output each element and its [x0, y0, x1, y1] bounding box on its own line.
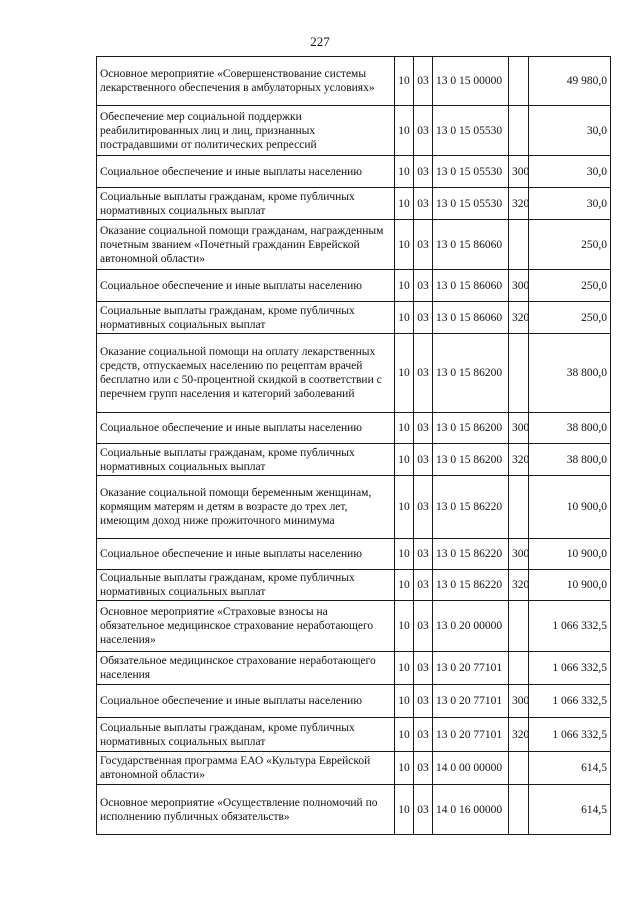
row-amount: 10 900,0 [529, 570, 611, 601]
row-amount: 30,0 [529, 188, 611, 220]
row-name: Обеспечение мер социальной поддержки реабилитированных лиц и лиц, признанных пострадавшими от политических репрессий [97, 106, 395, 156]
table-row [97, 785, 611, 835]
row-expense-type: 300 [509, 270, 529, 302]
row-expense-type [509, 476, 529, 539]
row-section: 10 [395, 539, 414, 570]
table-row [97, 752, 611, 785]
row-subsection: 03 [414, 718, 433, 752]
row-target-code: 13 0 15 86060 [433, 270, 509, 302]
row-section: 10 [395, 156, 414, 188]
row-name: Социальные выплаты гражданам, кроме публичных нормативных социальных выплат [97, 570, 395, 601]
row-expense-type: 320 [509, 570, 529, 601]
row-target-code: 14 0 16 00000 [433, 785, 509, 835]
row-section: 10 [395, 685, 414, 718]
row-expense-type: 300 [509, 539, 529, 570]
row-subsection: 03 [414, 334, 433, 413]
row-target-code: 13 0 20 77101 [433, 652, 509, 685]
page-number: 227 [310, 34, 330, 49]
row-section: 10 [395, 601, 414, 652]
row-subsection: 03 [414, 570, 433, 601]
row-target-code: 13 0 20 00000 [433, 601, 509, 652]
row-amount: 30,0 [529, 156, 611, 188]
row-expense-type [509, 752, 529, 785]
row-expense-type: 320 [509, 444, 529, 476]
row-target-code: 13 0 15 05530 [433, 106, 509, 156]
table-row [97, 334, 611, 413]
row-subsection: 03 [414, 785, 433, 835]
row-section: 10 [395, 302, 414, 334]
row-expense-type [509, 220, 529, 270]
row-target-code: 13 0 15 86200 [433, 444, 509, 476]
row-expense-type [509, 57, 529, 106]
row-expense-type: 320 [509, 188, 529, 220]
row-target-code: 13 0 15 86060 [433, 220, 509, 270]
row-expense-type: 300 [509, 156, 529, 188]
row-target-code: 13 0 15 86200 [433, 334, 509, 413]
table-row [97, 57, 611, 106]
row-name: Социальное обеспечение и иные выплаты населению [97, 685, 395, 718]
row-subsection: 03 [414, 270, 433, 302]
table-row [97, 413, 611, 444]
row-section: 10 [395, 444, 414, 476]
table-row [97, 156, 611, 188]
row-section: 10 [395, 188, 414, 220]
row-amount: 250,0 [529, 220, 611, 270]
row-name: Основное мероприятие «Совершенствование системы лекарственного обеспечения в амбулаторных условиях» [97, 57, 395, 106]
row-amount: 1 066 332,5 [529, 652, 611, 685]
row-target-code: 13 0 20 77101 [433, 718, 509, 752]
row-subsection: 03 [414, 539, 433, 570]
row-name: Оказание социальной помощи беременным женщинам, кормящим матерям и детям в возрасте до трех лет, имеющим доход ниже прожиточного минимума [97, 476, 395, 539]
row-expense-type [509, 334, 529, 413]
table-row [97, 444, 611, 476]
table-row [97, 718, 611, 752]
row-target-code: 13 0 15 05530 [433, 188, 509, 220]
table-row [97, 570, 611, 601]
row-name: Социальное обеспечение и иные выплаты населению [97, 539, 395, 570]
table-row [97, 188, 611, 220]
row-subsection: 03 [414, 413, 433, 444]
row-name: Социальное обеспечение и иные выплаты населению [97, 413, 395, 444]
row-subsection: 03 [414, 685, 433, 718]
row-name: Социальные выплаты гражданам, кроме публичных нормативных социальных выплат [97, 302, 395, 334]
row-section: 10 [395, 220, 414, 270]
row-name: Обязательное медицинское страхование неработающего населения [97, 652, 395, 685]
row-amount: 38 800,0 [529, 444, 611, 476]
table-row [97, 106, 611, 156]
row-section: 10 [395, 718, 414, 752]
row-subsection: 03 [414, 156, 433, 188]
table-row [97, 539, 611, 570]
row-target-code: 13 0 15 86220 [433, 539, 509, 570]
row-name: Социальное обеспечение и иные выплаты населению [97, 156, 395, 188]
row-target-code: 13 0 15 86220 [433, 476, 509, 539]
table-row [97, 220, 611, 270]
row-subsection: 03 [414, 601, 433, 652]
row-amount: 250,0 [529, 270, 611, 302]
row-amount: 614,5 [529, 752, 611, 785]
table-row [97, 270, 611, 302]
row-amount: 49 980,0 [529, 57, 611, 106]
row-subsection: 03 [414, 652, 433, 685]
row-subsection: 03 [414, 302, 433, 334]
row-subsection: 03 [414, 106, 433, 156]
row-amount: 10 900,0 [529, 476, 611, 539]
row-name: Основное мероприятие «Осуществление полномочий по исполнению публичных обязательств» [97, 785, 395, 835]
row-expense-type: 300 [509, 685, 529, 718]
row-name: Государственная программа ЕАО «Культура Еврейской автономной области» [97, 752, 395, 785]
row-expense-type [509, 601, 529, 652]
row-expense-type: 300 [509, 413, 529, 444]
row-target-code: 13 0 15 05530 [433, 156, 509, 188]
row-amount: 1 066 332,5 [529, 601, 611, 652]
row-amount: 250,0 [529, 302, 611, 334]
row-section: 10 [395, 413, 414, 444]
row-expense-type [509, 652, 529, 685]
table-row [97, 652, 611, 685]
table-row [97, 685, 611, 718]
row-subsection: 03 [414, 444, 433, 476]
row-name: Оказание социальной помощи гражданам, награжденным почетным званием «Почетный гражданин Еврейской автономной области» [97, 220, 395, 270]
row-name: Социальное обеспечение и иные выплаты населению [97, 270, 395, 302]
row-target-code: 13 0 15 86060 [433, 302, 509, 334]
row-amount: 1 066 332,5 [529, 718, 611, 752]
row-target-code: 13 0 15 86200 [433, 413, 509, 444]
row-section: 10 [395, 652, 414, 685]
row-subsection: 03 [414, 188, 433, 220]
table-row [97, 302, 611, 334]
row-name: Социальные выплаты гражданам, кроме публичных нормативных социальных выплат [97, 444, 395, 476]
row-section: 10 [395, 57, 414, 106]
row-section: 10 [395, 476, 414, 539]
row-amount: 30,0 [529, 106, 611, 156]
table-row [97, 601, 611, 652]
row-section: 10 [395, 752, 414, 785]
row-amount: 38 800,0 [529, 413, 611, 444]
budget-table [96, 56, 611, 835]
row-section: 10 [395, 334, 414, 413]
row-subsection: 03 [414, 752, 433, 785]
row-target-code: 14 0 00 00000 [433, 752, 509, 785]
row-name: Социальные выплаты гражданам, кроме публичных нормативных социальных выплат [97, 718, 395, 752]
row-section: 10 [395, 570, 414, 601]
row-subsection: 03 [414, 476, 433, 539]
row-section: 10 [395, 270, 414, 302]
row-amount: 614,5 [529, 785, 611, 835]
row-expense-type [509, 785, 529, 835]
row-name: Оказание социальной помощи на оплату лекарственных средств, отпускаемых населению по рецептам врачей бесплатно или с 50-процентной скидкой в соответствии с перечнем групп населения и категорий заболеваний [97, 334, 395, 413]
table-row [97, 476, 611, 539]
row-amount: 1 066 332,5 [529, 685, 611, 718]
row-name: Социальные выплаты гражданам, кроме публичных нормативных социальных выплат [97, 188, 395, 220]
row-section: 10 [395, 106, 414, 156]
row-name: Основное мероприятие «Страховые взносы на обязательное медицинское страхование неработающего населения» [97, 601, 395, 652]
row-section: 10 [395, 785, 414, 835]
row-subsection: 03 [414, 220, 433, 270]
row-expense-type [509, 106, 529, 156]
row-expense-type: 320 [509, 302, 529, 334]
row-target-code: 13 0 15 00000 [433, 57, 509, 106]
row-subsection: 03 [414, 57, 433, 106]
row-amount: 38 800,0 [529, 334, 611, 413]
row-target-code: 13 0 20 77101 [433, 685, 509, 718]
row-amount: 10 900,0 [529, 539, 611, 570]
row-target-code: 13 0 15 86220 [433, 570, 509, 601]
row-expense-type: 320 [509, 718, 529, 752]
